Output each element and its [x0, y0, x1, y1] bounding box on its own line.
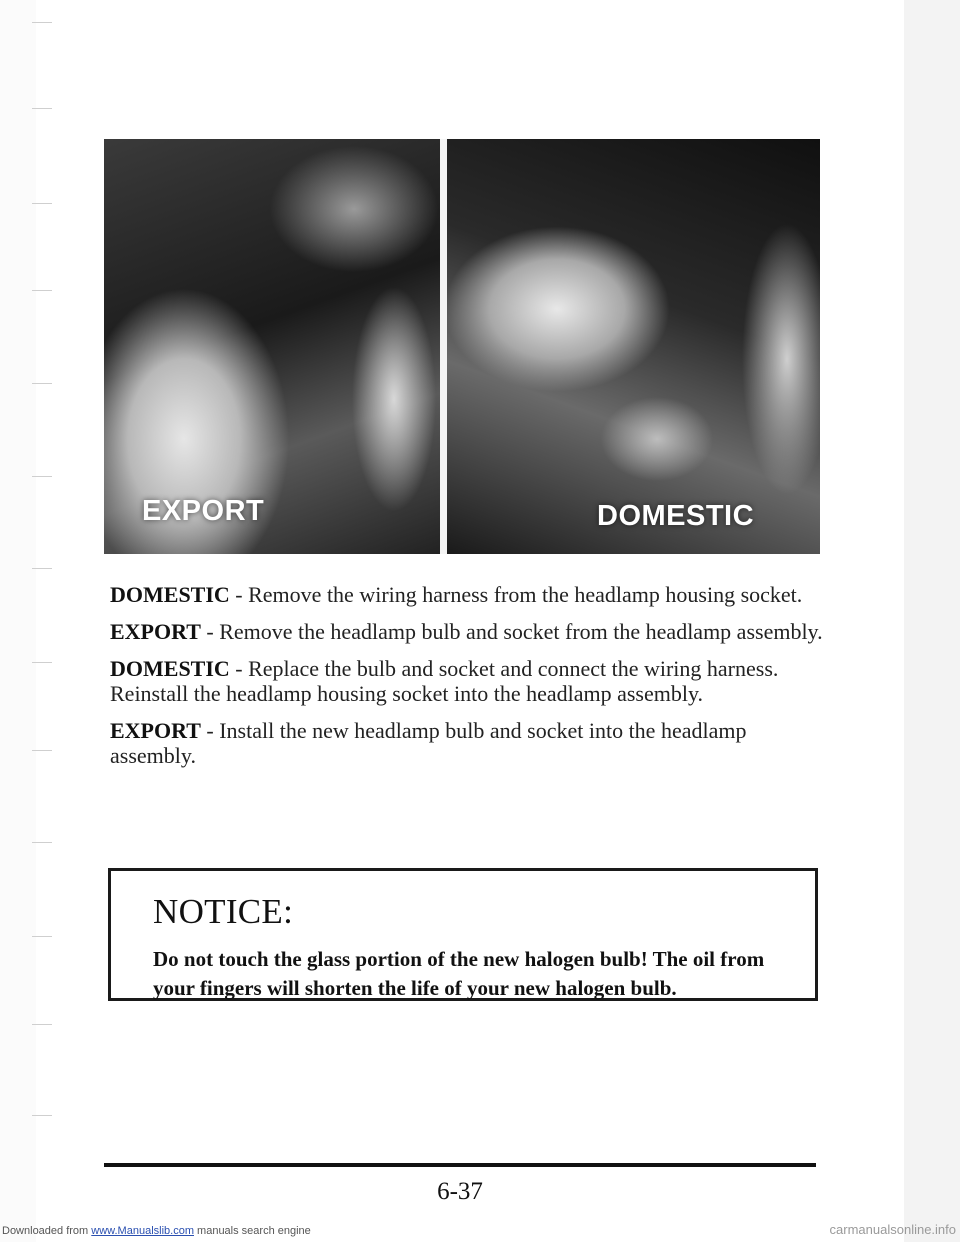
gutter-tick [32, 936, 52, 937]
gutter-tick [32, 203, 52, 204]
instruction-paragraph [110, 718, 830, 768]
watermark-prefix: Downloaded from [2, 1225, 92, 1237]
instruction-text: - Remove the headlamp bulb and socket from the headlamp assembly. [200, 619, 823, 644]
export-photo-panel [104, 139, 440, 554]
instruction-paragraph [110, 582, 830, 607]
gutter-tick [32, 383, 52, 384]
gutter-tick [32, 750, 52, 751]
gutter-tick [32, 1024, 52, 1025]
gutter-tick [32, 568, 52, 569]
page-number: 6-37 [437, 1178, 483, 1205]
gutter-tick [32, 476, 52, 477]
export-photo-label: EXPORT [142, 495, 265, 527]
domestic-photo-label: DOMESTIC [597, 500, 755, 532]
site-watermark: carmanualsonline.info [829, 1222, 956, 1237]
watermark-suffix: manuals search engine [193, 1225, 311, 1237]
gutter-tick [32, 22, 52, 23]
photo-divider [440, 139, 447, 554]
headlamp-photo [104, 139, 820, 554]
domestic-photo-panel [447, 139, 820, 554]
gutter-tick [32, 108, 52, 109]
download-watermark [2, 1225, 311, 1237]
instructions [110, 582, 830, 780]
gutter-tick [32, 290, 52, 291]
gutter-tick [32, 842, 52, 843]
gutter-tick [32, 1115, 52, 1116]
notice-title: NOTICE: [153, 892, 294, 931]
left-gutter [0, 0, 36, 1242]
instruction-text: - Install the new headlamp bulb and socket into the headlamp assembly. [110, 718, 747, 768]
notice-body: Do not touch the glass portion of the new halogen bulb! The oil from your fingers will shorten the life of your new halogen bulb. [153, 947, 765, 1000]
instruction-term: DOMESTIC [110, 582, 230, 607]
gutter-tick [32, 662, 52, 663]
instruction-term: DOMESTIC [110, 656, 230, 681]
right-margin-band [904, 0, 960, 1242]
instruction-text: - Remove the wiring harness from the headlamp housing socket. [229, 582, 803, 607]
instruction-text: - Replace the bulb and socket and connect the wiring harness. Reinstall the headlamp housing socket into the headlamp assembly. [110, 656, 779, 706]
footer-rule [104, 1163, 816, 1167]
manualslib-link[interactable]: www.Manualslib.com [91, 1225, 194, 1237]
notice-box [108, 868, 818, 1001]
instruction-paragraph [110, 619, 830, 644]
instruction-paragraph [110, 656, 830, 706]
instruction-term: EXPORT [110, 718, 201, 743]
instruction-term: EXPORT [110, 619, 201, 644]
